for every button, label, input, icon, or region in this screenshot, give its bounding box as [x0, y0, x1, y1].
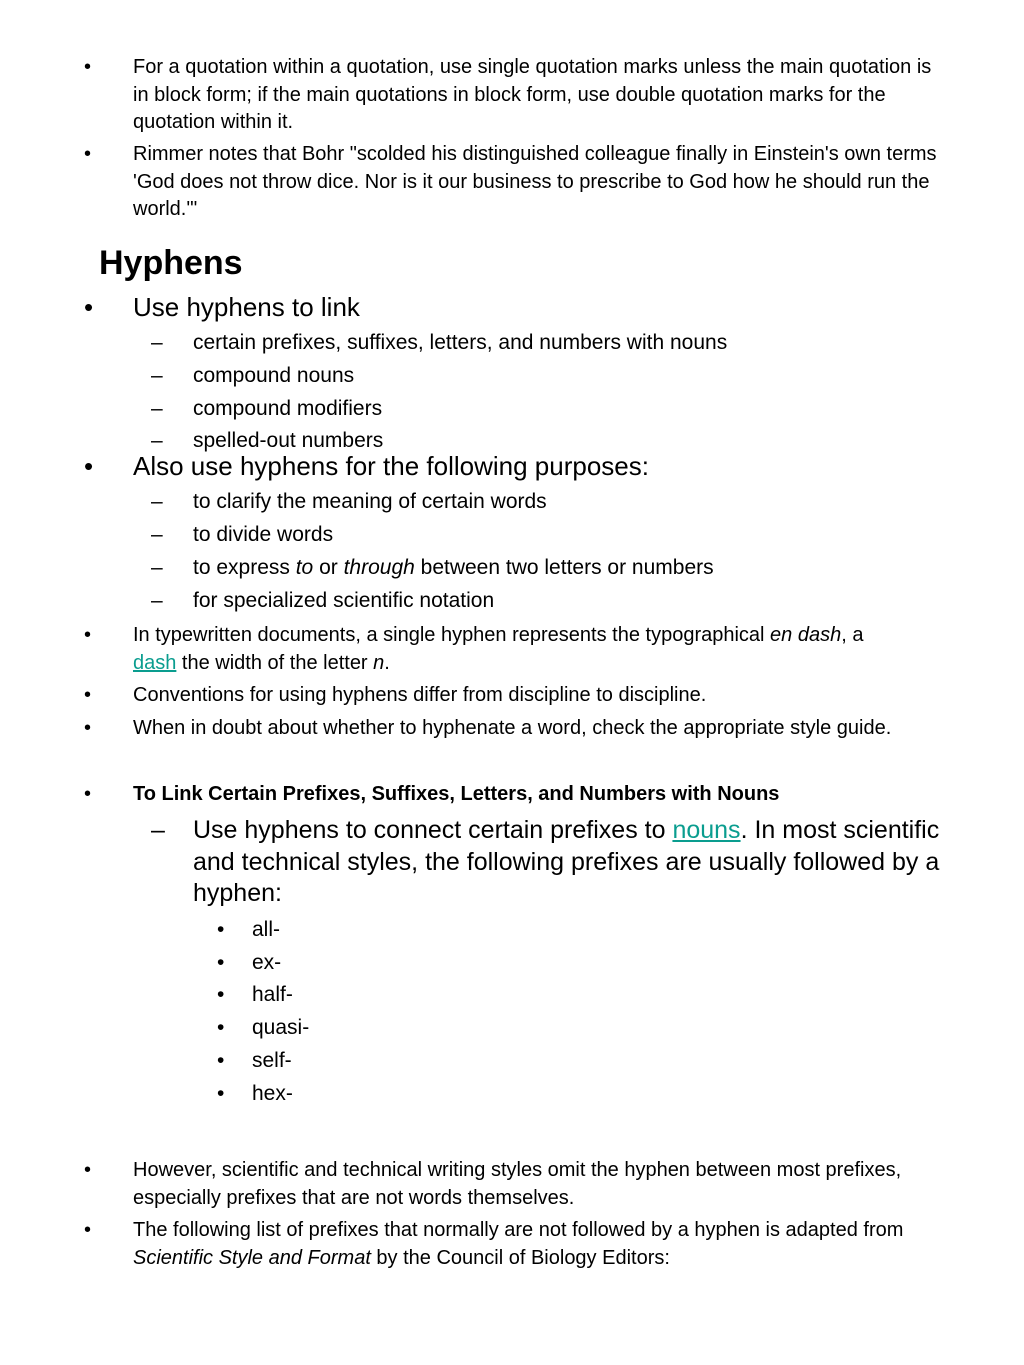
text-run: . In most scientific and technical styles, the following prefixes are usually followed by a hyphen:	[193, 816, 940, 907]
dash-marker: –	[151, 523, 163, 546]
italic-term-dash: dash	[797, 624, 842, 646]
bullet-marker: •	[217, 983, 225, 1006]
list-item-text: compound nouns	[193, 364, 355, 387]
text-run: by the Council of Biology Editors:	[370, 1246, 670, 1269]
book-title: Scientific Style and Format	[133, 1246, 371, 1269]
list-item-text: spelled-out numbers	[193, 429, 384, 452]
bullet-marker: •	[217, 918, 225, 941]
bullet-marker: •	[84, 624, 92, 646]
bullet-marker: •	[217, 951, 225, 974]
bullet-marker: •	[84, 292, 94, 322]
bullet-marker: •	[84, 684, 92, 706]
text-run: Use hyphens to connect certain prefixes to	[193, 816, 673, 844]
purposes-intro-text: Also use hyphens for the following purposes:	[133, 451, 649, 481]
list-item-text: to clarify the meaning of certain words	[193, 490, 547, 513]
text-run: to express	[193, 556, 296, 579]
bullet-marker: •	[84, 451, 94, 481]
dash-marker: –	[151, 556, 163, 579]
omit-text: However, scientific and technical writing styles omit the hyphen between most prefixes, especially prefixes that are not words themselves.	[133, 1159, 902, 1209]
text-run: the width of the letter	[176, 651, 374, 674]
text-run: between two letters or numbers	[414, 556, 714, 579]
bullet-marker: •	[84, 143, 92, 165]
conventions-text: Conventions for using hyphens differ from discipline to discipline.	[133, 684, 707, 706]
prefixes-intro-text	[193, 815, 943, 910]
bullet-marker: •	[84, 1219, 92, 1241]
bullet-marker: •	[84, 783, 92, 805]
italic-term-through: through	[343, 556, 415, 579]
list-item-text: to divide words	[193, 523, 334, 546]
dash-marker: –	[151, 397, 163, 420]
bullet-marker: •	[217, 1049, 225, 1072]
text-run: , a	[841, 624, 864, 646]
list-item-text: certain prefixes, suffixes, letters, and numbers with nouns	[193, 331, 728, 354]
typewritten-text	[133, 622, 893, 677]
dash-marker: –	[151, 490, 163, 513]
text-run: In typewritten documents, a single hyphen represents the typographical	[133, 624, 771, 646]
list-item-text: for specialized scientific notation	[193, 589, 495, 612]
dash-marker: –	[151, 331, 163, 354]
prefix-text: ex-	[252, 951, 282, 974]
dash-marker: –	[151, 364, 163, 387]
bullet-marker: •	[84, 717, 92, 739]
quote-rule-text: For a quotation within a quotation, use single quotation marks unless the main quotation is in block form; if the main quotations in block form, use double quotation marks for the quotation within it.	[133, 56, 932, 133]
prefix-text: self-	[252, 1049, 292, 1072]
prefix-text: all-	[252, 918, 281, 941]
bullet-marker: •	[84, 1159, 92, 1181]
italic-term-n: n	[373, 651, 385, 674]
text-run: The following list of prefixes that normally are not followed by a hyphen is adapted from	[133, 1219, 904, 1241]
dash-marker: –	[151, 429, 163, 452]
prefix-text: quasi-	[252, 1016, 310, 1039]
prefixes-heading-text: To Link Certain Prefixes, Suffixes, Letters, and Numbers with Nouns	[133, 783, 780, 805]
bullet-marker: •	[217, 1082, 225, 1105]
prefix-text: half-	[252, 983, 293, 1006]
text-run: .	[384, 651, 390, 674]
dash-link[interactable]: dash	[133, 651, 177, 674]
dash-marker: –	[151, 589, 163, 612]
list-item-text: compound modifiers	[193, 397, 383, 420]
text-run: or	[313, 556, 344, 579]
italic-term-en: en	[770, 624, 793, 646]
rimmer-example-text: Rimmer notes that Bohr "scolded his distinguished colleague finally in Einstein's own terms 'God does not throw dice. Nor is it our business to prescribe to God how he should run the world.'"	[133, 143, 937, 220]
nouns-link[interactable]: nouns	[672, 816, 741, 844]
link-intro-text: Use hyphens to link	[133, 292, 360, 322]
bullet-marker: •	[84, 56, 92, 78]
section-heading-hyphens: Hyphens	[99, 244, 243, 282]
prefix-text: hex-	[252, 1082, 293, 1105]
doubt-text: When in doubt about whether to hyphenate a word, check the appropriate style guide.	[133, 717, 892, 739]
list-item-text	[193, 554, 953, 582]
bullet-marker: •	[217, 1016, 225, 1039]
cbe-list-text	[133, 1217, 913, 1272]
dash-marker: –	[151, 816, 165, 844]
italic-term-to: to	[295, 556, 314, 579]
